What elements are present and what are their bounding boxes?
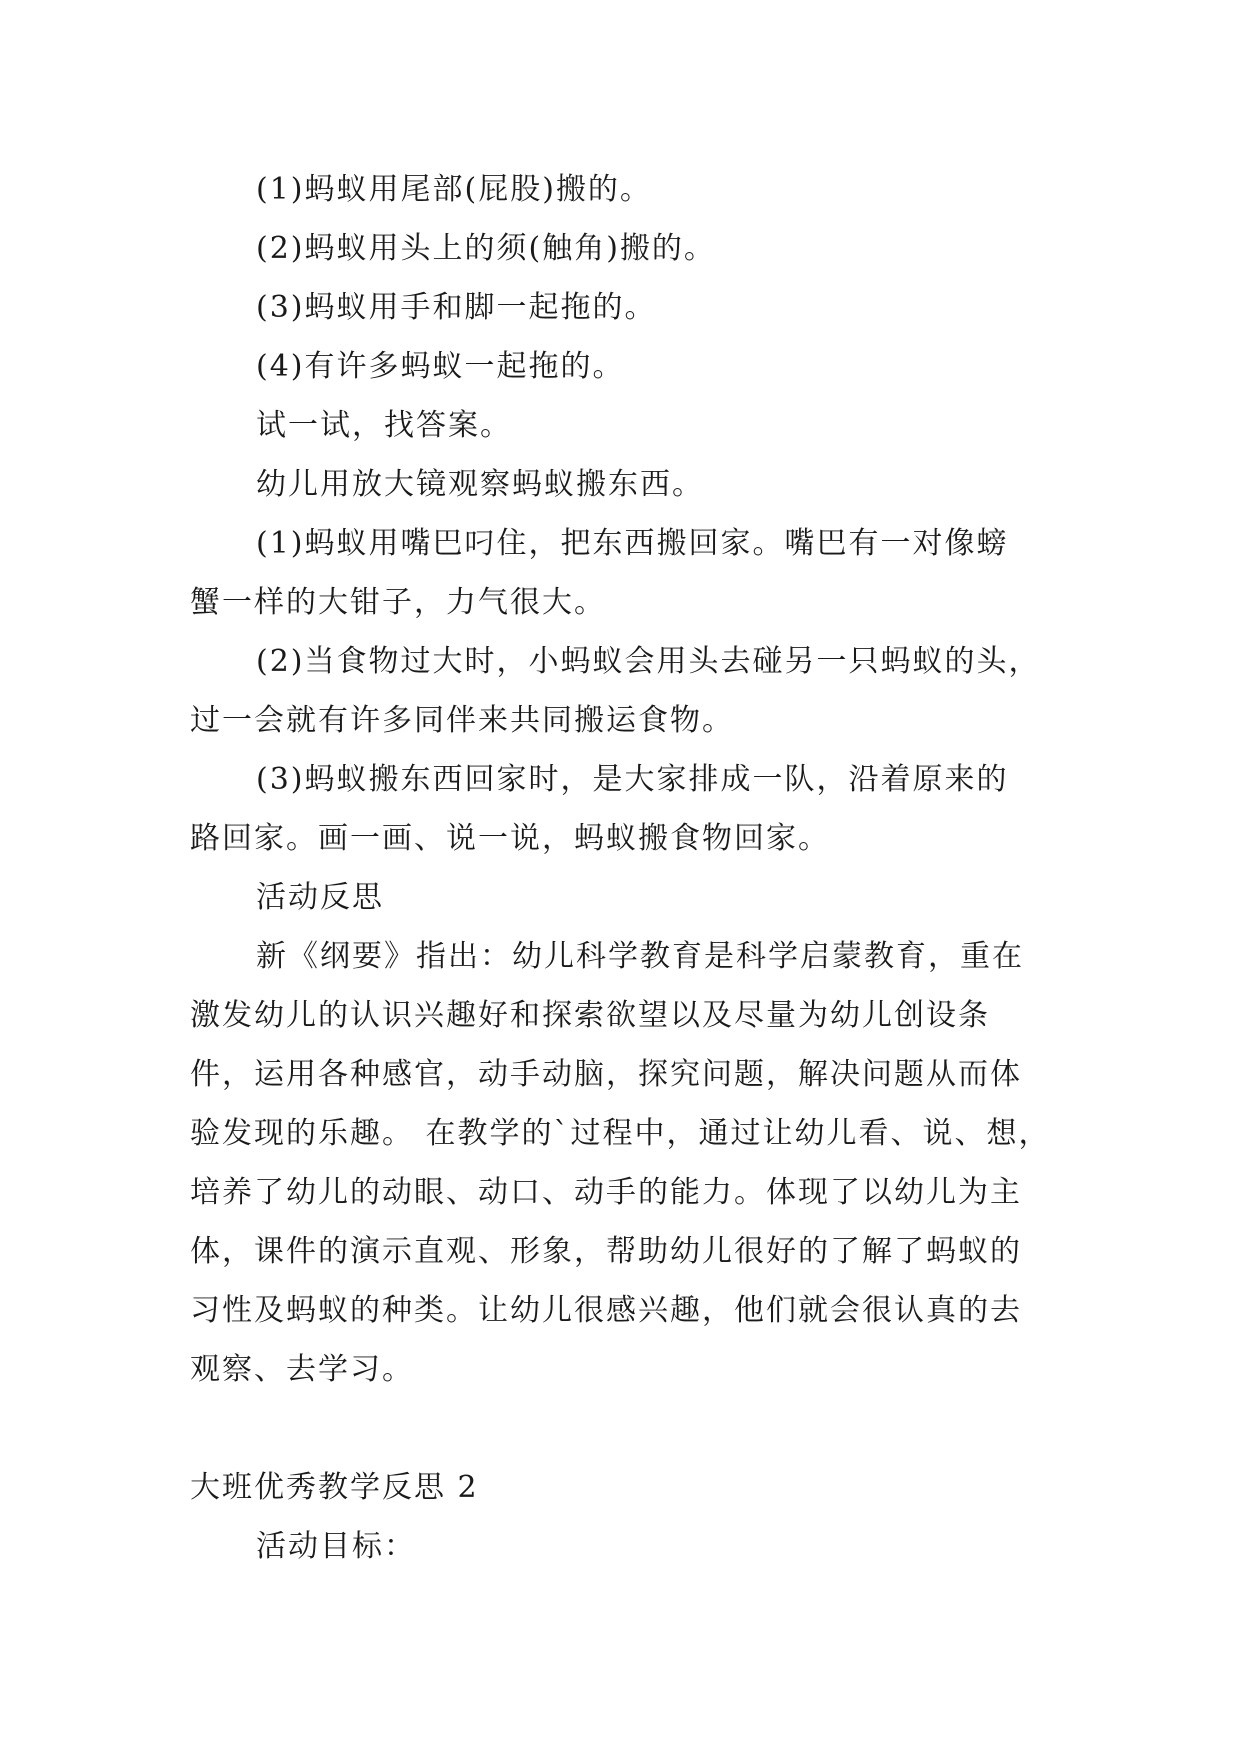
paragraph-line: 蟹一样的大钳子，力气很大。 bbox=[190, 585, 606, 620]
paragraph-line: 激发幼儿的认识兴趣好和探索欲望以及尽量为幼儿创设条 bbox=[190, 998, 990, 1033]
blank-line bbox=[190, 1399, 1060, 1458]
paragraph-line: 幼儿用放大镜观察蚂蚁搬东西。 bbox=[256, 467, 704, 502]
section-heading: 活动反思 bbox=[256, 880, 384, 915]
paragraph-line: 培养了幼儿的动眼、动口、动手的能力。体现了以幼儿为主 bbox=[190, 1175, 1022, 1210]
article-title: 大班优秀教学反思 2 bbox=[190, 1470, 479, 1505]
paragraph-line: 路回家。画一画、说一说，蚂蚁搬食物回家。 bbox=[190, 821, 830, 856]
paragraph-line: 件，运用各种感官，动手动脑，探究问题，解决问题从而体 bbox=[190, 1057, 1022, 1092]
paragraph-line: (4)有许多蚂蚁一起拖的。 bbox=[256, 349, 625, 384]
paragraph-line: 试一试，找答案。 bbox=[256, 408, 512, 443]
paragraph-line: 习性及蚂蚁的种类。让幼儿很感兴趣，他们就会很认真的去 bbox=[190, 1293, 1022, 1328]
paragraph-line: (2)蚂蚁用头上的须(触角)搬的。 bbox=[256, 231, 716, 266]
paragraph-line: 验发现的乐趣。 在教学的`过程中，通过让幼儿看、说、想， bbox=[190, 1116, 1051, 1151]
paragraph-line: 体，课件的演示直观、形象，帮助幼儿很好的了解了蚂蚁的 bbox=[190, 1234, 1022, 1269]
paragraph-line: (3)蚂蚁用手和脚一起拖的。 bbox=[256, 290, 657, 325]
document-page bbox=[190, 160, 1060, 1576]
paragraph-line: (3)蚂蚁搬东西回家时，是大家排成一队，沿着原来的 bbox=[256, 762, 1009, 797]
paragraph-line: 观察、去学习。 bbox=[190, 1352, 414, 1387]
paragraph-line: 新《纲要》指出：幼儿科学教育是科学启蒙教育，重在 bbox=[256, 939, 1024, 974]
paragraph-line: 过一会就有许多同伴来共同搬运食物。 bbox=[190, 703, 734, 738]
section-heading: 活动目标： bbox=[256, 1529, 416, 1564]
paragraph-line: (2)当食物过大时，小蚂蚁会用头去碰另一只蚂蚁的头， bbox=[256, 644, 1041, 679]
paragraph-line: (1)蚂蚁用尾部(屁股)搬的。 bbox=[256, 172, 652, 207]
paragraph-line: (1)蚂蚁用嘴巴叼住，把东西搬回家。嘴巴有一对像螃 bbox=[256, 526, 1009, 561]
